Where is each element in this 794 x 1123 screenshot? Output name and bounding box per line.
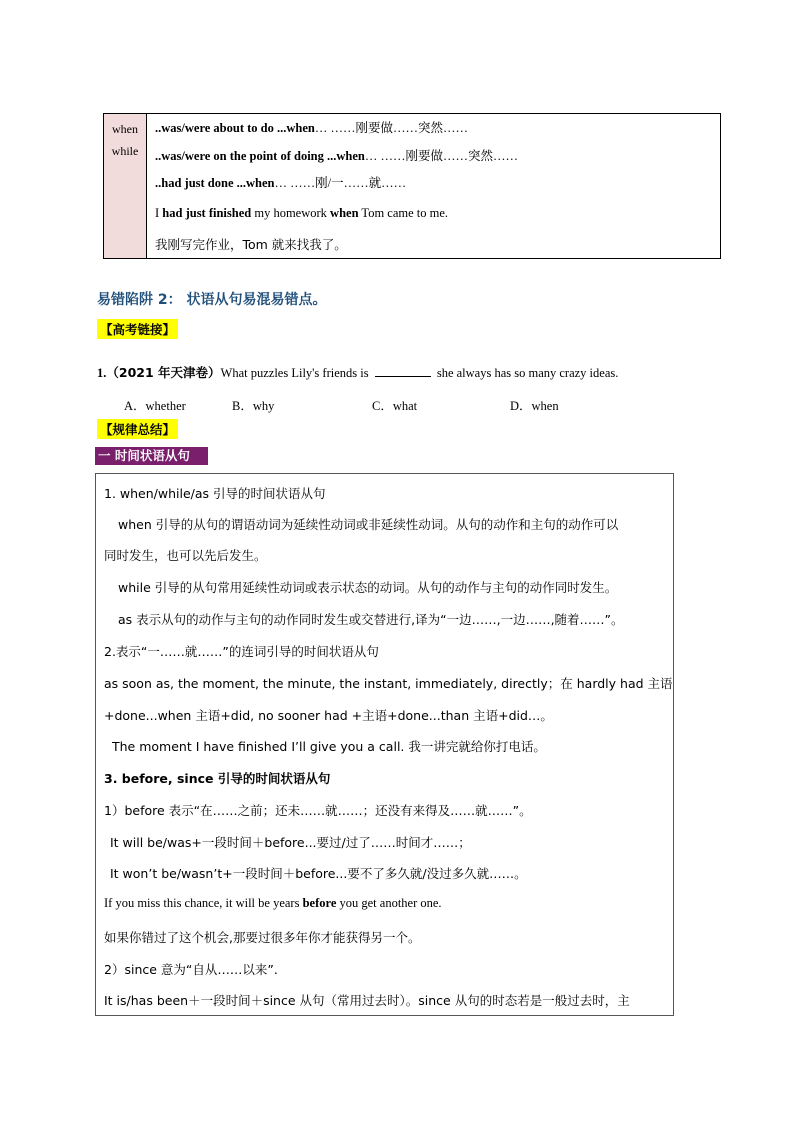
rules-box	[95, 473, 674, 1016]
rule-line-4: while 引导的从句常用延续性动词或表示状态的动词。从句的动作与主句的动作同时发生。	[118, 580, 618, 595]
option-c[interactable]: C．what	[372, 399, 418, 413]
rule-line-15: 如果你错过了这个机会,那要过很多年你才能获得另一个。	[104, 930, 421, 945]
table-line-2: ..was/were on the point of doing ...when… ……刚要做……突然……	[155, 149, 518, 163]
table-content-cell	[147, 114, 720, 258]
rule-line-12: It will be/was+一段时间＋before...要过/过了……时间才……；	[110, 835, 471, 850]
option-b[interactable]: B．why	[232, 399, 275, 413]
table-label-cell	[104, 114, 147, 258]
table-example-en: I had just finished my homework when Tom came to me.	[155, 206, 449, 220]
rule-line-16: 2）since 意为“自从……以来”.	[104, 962, 278, 977]
question-1: 1.（2021 年天津卷）What puzzles Lily's friends is she always has so many crazy ideas.	[97, 365, 619, 380]
rule-line-2: when 引导的从句的谓语动词为延续性动词或非延续性动词。从句的动作和主句的动作可以	[118, 517, 619, 532]
table-line-3: ..had just done ...when… ……刚/一……就……	[155, 176, 407, 190]
rule-line-1: 1. when/while/as 引导的时间状语从句	[104, 486, 326, 501]
option-a[interactable]: A．whether	[124, 399, 186, 413]
table-example-zh: 我刚写完作业，Tom 就来找我了。	[155, 237, 347, 252]
rule-line-9: The moment I have finished I’ll give you a call. 我一讲完就给你打电话。	[112, 739, 546, 754]
rule-line-8: +done...when 主语+did, no sooner had +主语+done...than 主语+did…。	[104, 708, 553, 723]
tag-rules-summary: 【规律总结】	[97, 419, 178, 439]
rule-line-13: It won’t be/wasn’t+一段时间＋before...要不了多久就/没过多久就……。	[110, 866, 527, 881]
tag-gaokao-link: 【高考链接】	[97, 319, 178, 339]
heading-time-clause: 一 时间状语从句	[95, 447, 208, 465]
label-while: while	[111, 144, 139, 158]
rule-line-5: as 表示从句的动作与主句的动作同时发生或交替进行,译为“一边……,一边……,随着……”。	[118, 612, 624, 627]
rule-line-6: 2.表示“一……就……”的连词引导的时间状语从句	[104, 644, 379, 659]
rule-line-10: 3. before, since 引导的时间状语从句	[104, 771, 331, 786]
rule-line-7: as soon as, the moment, the minute, the instant, immediately, directly；在 hardly had 主语	[104, 676, 673, 691]
answer-blank[interactable]	[375, 364, 431, 377]
rule-line-14: If you miss this chance, it will be years before you get another one.	[104, 896, 442, 910]
table-line-1: ..was/were about to do ...when… ……刚要做……突然……	[155, 121, 468, 135]
rule-line-3: 同时发生，也可以先后发生。	[104, 548, 267, 563]
conjunction-table	[103, 113, 721, 259]
section-title: 易错陷阱 2： 状语从句易混易错点。	[97, 292, 327, 308]
option-d[interactable]: D．when	[510, 399, 559, 413]
rule-line-17: It is/has been＋一段时间＋since 从句（常用过去时）。since 从句的时态若是一般过去时，主	[104, 993, 630, 1008]
label-when: when	[112, 122, 138, 136]
rule-line-11: 1）before 表示“在……之前；还未……就……；还没有来得及……就……”。	[104, 803, 532, 818]
